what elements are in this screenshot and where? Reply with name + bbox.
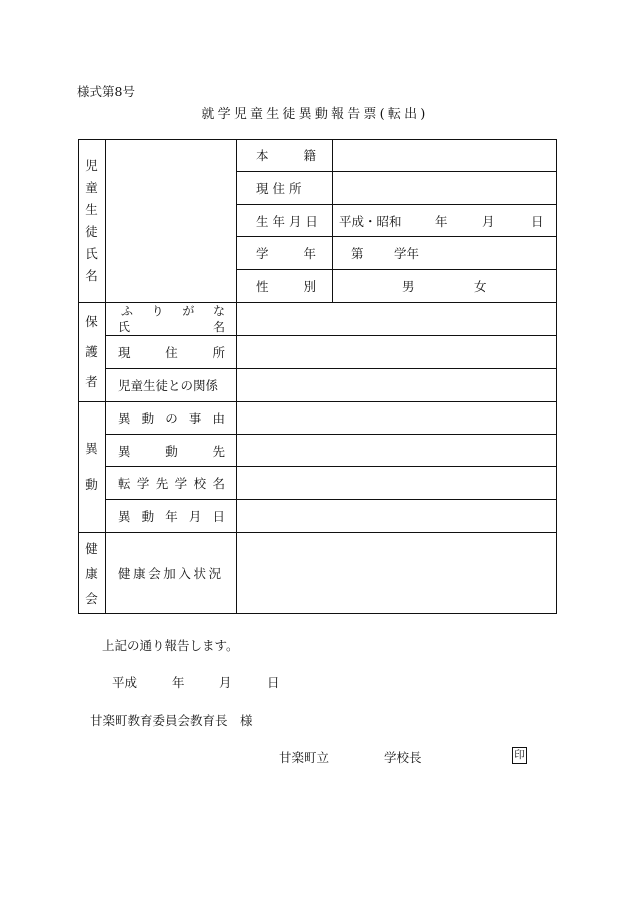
relation-field[interactable] — [237, 369, 556, 401]
form-title: 就学児童生徒異動報告票(転出) — [201, 107, 429, 122]
transfer-destination-field[interactable] — [237, 435, 556, 466]
furigana-label: ふ り が な — [121, 304, 225, 318]
relation-label: 児童生徒との関係 — [118, 378, 219, 393]
birth-era: 平成・昭和 — [339, 213, 402, 229]
report-statement: 上記の通り報告します。 — [102, 638, 239, 653]
footer-era: 平成 — [112, 675, 138, 690]
transfer-label: 異 動 — [85, 441, 98, 492]
sex-female[interactable]: 女 — [474, 279, 487, 294]
transfer-date-label: 異 動 年 月 日 — [118, 509, 225, 524]
principal-label: 学校長 — [384, 750, 422, 765]
sex-label: 性 別 — [256, 279, 316, 294]
transfer-reason-field[interactable] — [237, 402, 556, 434]
honseki-field[interactable] — [333, 140, 556, 171]
health-status-label: 健康会加入状況 — [118, 566, 224, 581]
birth-day-unit: 日 — [531, 213, 544, 229]
sex-male[interactable]: 男 — [402, 279, 415, 294]
guardian-name-field[interactable] — [237, 303, 556, 335]
grade-suffix: 学年 — [394, 246, 420, 261]
health-status-field[interactable] — [237, 533, 556, 613]
footer-year-unit: 年 — [172, 675, 185, 690]
guardian-label: 保 護 者 — [85, 314, 98, 389]
transfer-reason-label: 異 動 の 事 由 — [118, 411, 225, 426]
birth-year-unit: 年 — [435, 213, 448, 229]
honseki-label: 本 籍 — [256, 148, 316, 163]
guardian-address-label: 現 住 所 — [118, 345, 225, 360]
student-name-label: 児 童 生 徒 氏 名 — [85, 157, 98, 283]
seal-mark: 印 — [512, 747, 527, 764]
grade-prefix: 第 — [351, 246, 364, 261]
guardian-address-field[interactable] — [237, 336, 556, 368]
report-table — [78, 139, 557, 614]
health-label: 健 康 会 — [85, 540, 98, 606]
grade-label: 学 年 — [256, 246, 316, 261]
form-number: 様式第8号 — [77, 84, 135, 99]
school-prefix: 甘楽町立 — [279, 750, 330, 765]
guardian-name-label: 氏 名 — [118, 320, 225, 334]
student-name-field[interactable] — [106, 140, 236, 302]
transfer-school-field[interactable] — [237, 467, 556, 499]
address-label: 現 住 所 — [256, 181, 302, 196]
transfer-destination-label: 異 動 先 — [118, 443, 225, 459]
footer-day-unit: 日 — [267, 675, 280, 690]
birth-month-unit: 月 — [482, 213, 495, 229]
birthdate-label: 生 年 月 日 — [256, 213, 318, 229]
transfer-school-label: 転 学 先 学 校 名 — [118, 476, 225, 491]
footer-month-unit: 月 — [219, 675, 232, 690]
address-field[interactable] — [333, 172, 556, 204]
transfer-date-field[interactable] — [237, 500, 556, 532]
addressee: 甘楽町教育委員会教育長 様 — [90, 713, 253, 728]
